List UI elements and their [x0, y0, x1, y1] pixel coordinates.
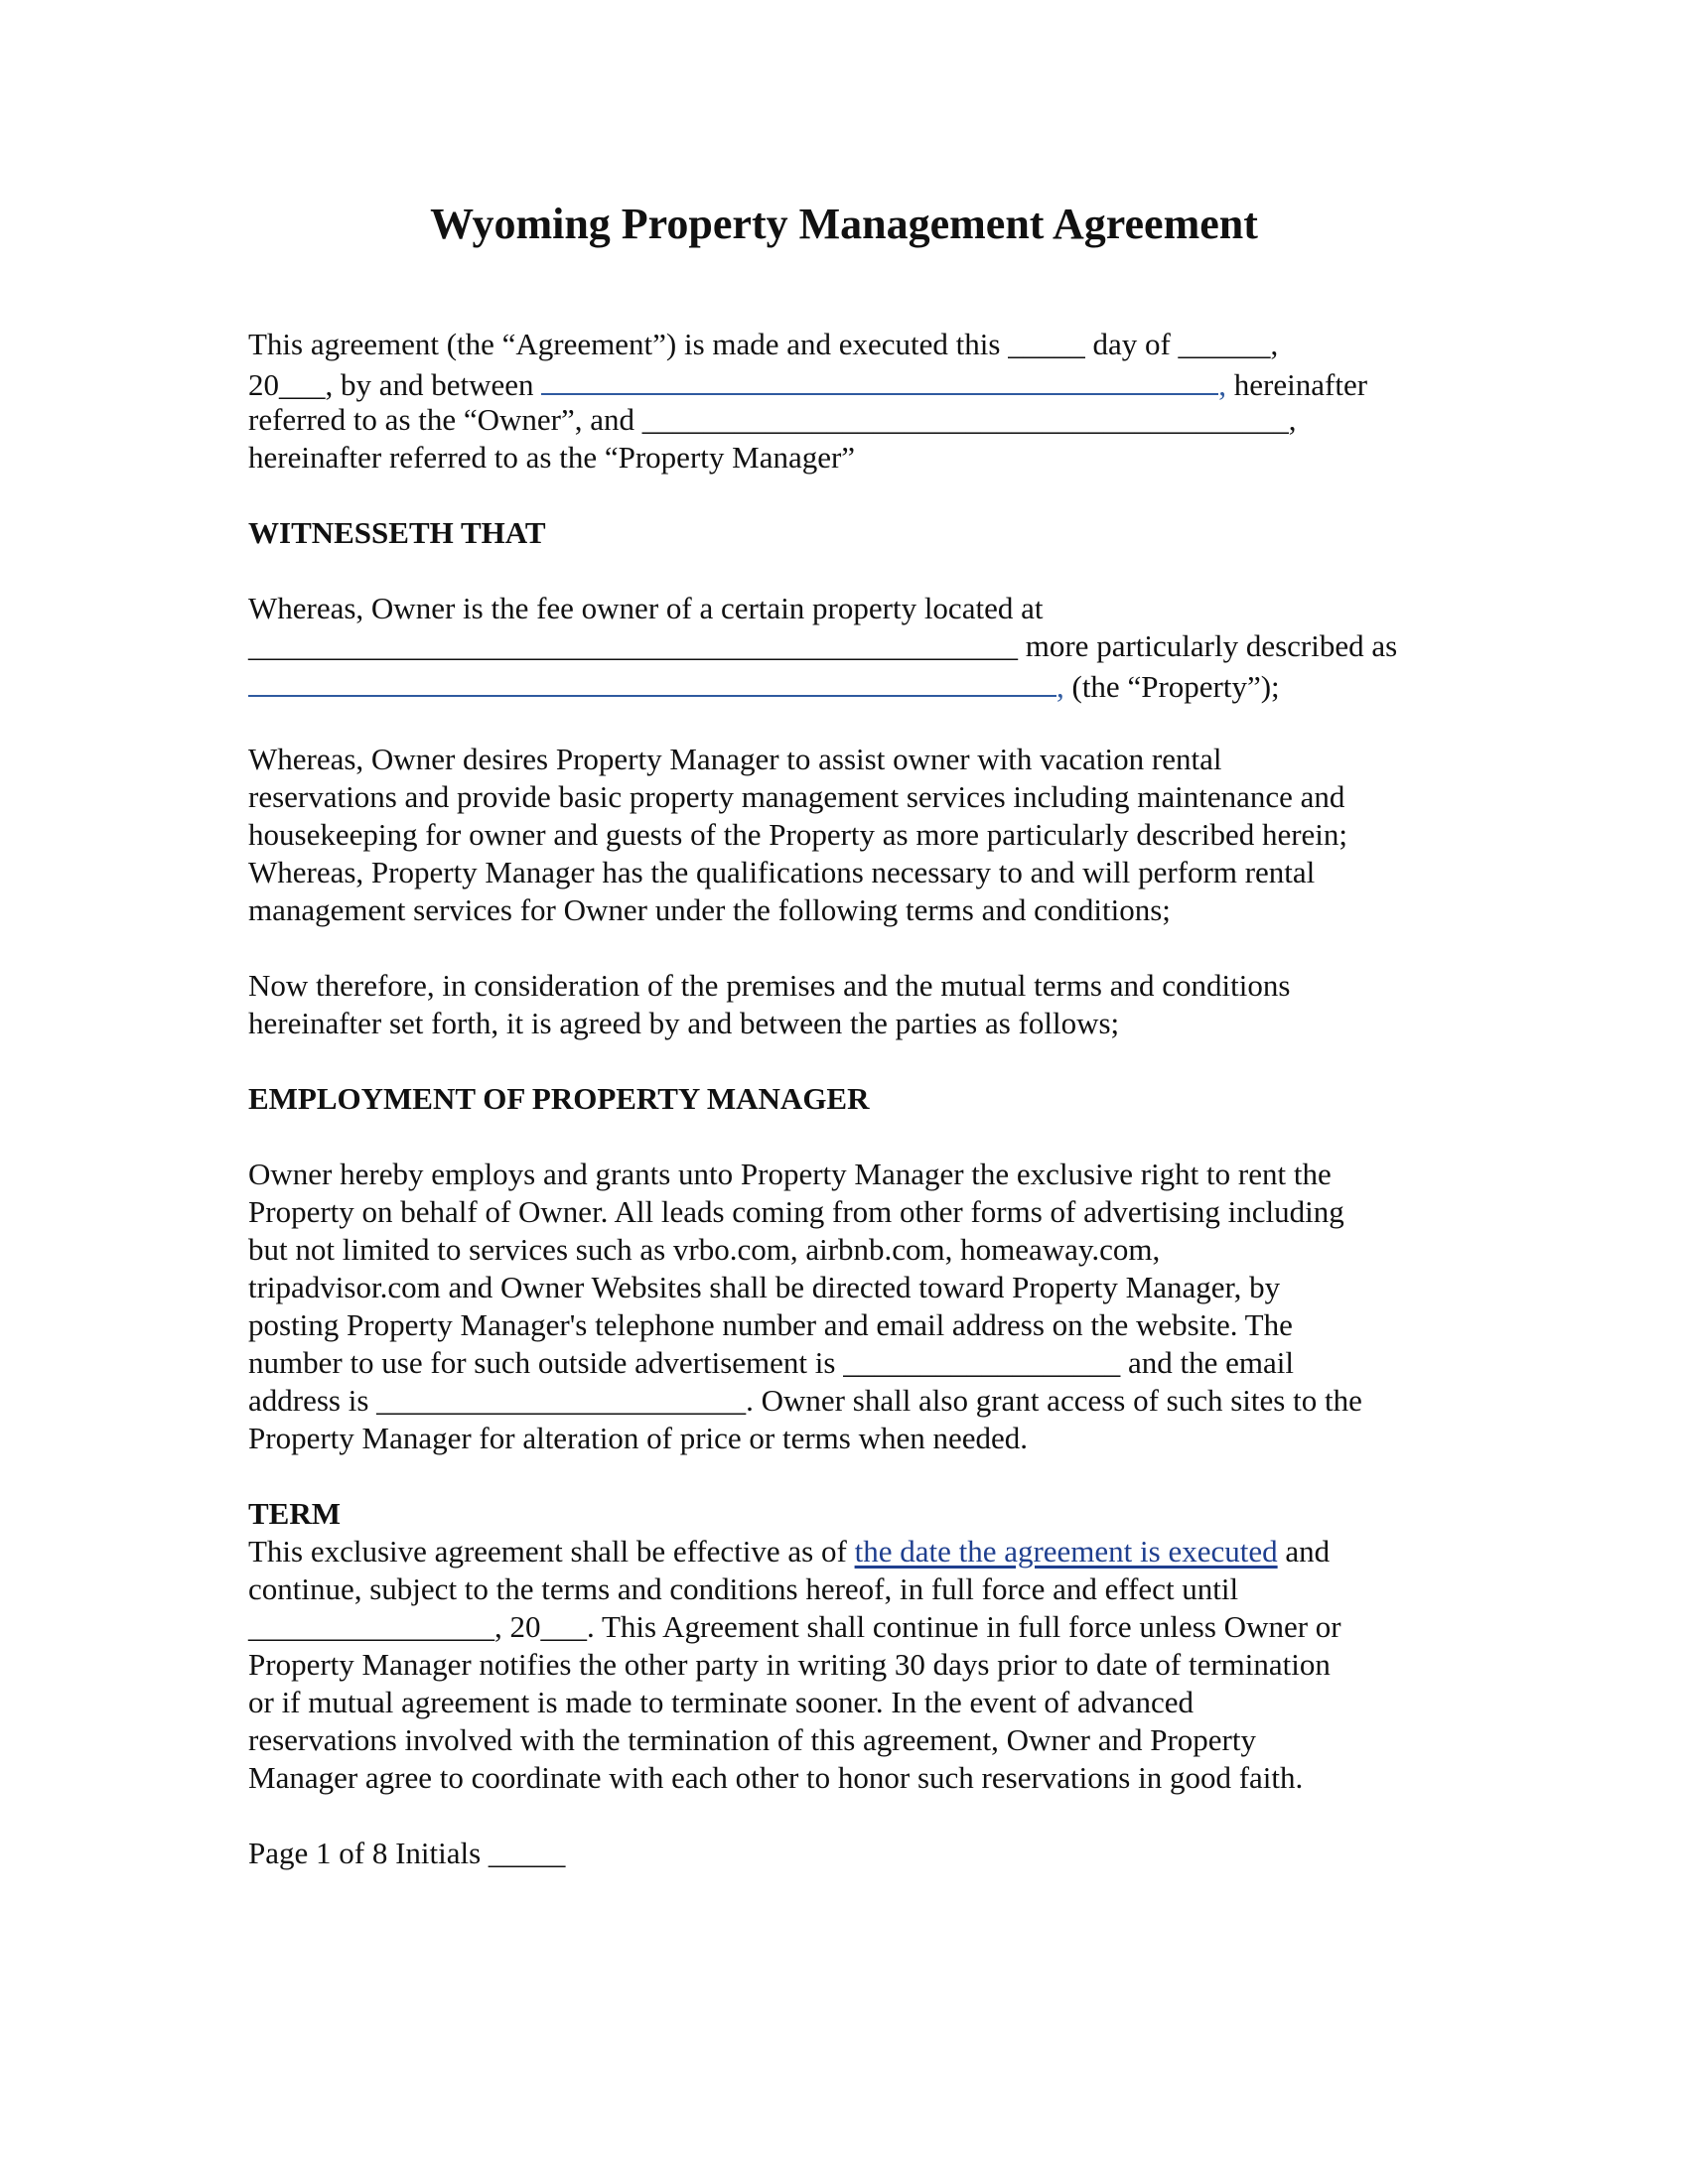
- whereas-line-2: reservations and provide basic property management services including maintenance and: [248, 779, 1345, 814]
- witnesseth-line-1: Whereas, Owner is the fee owner of a certain property located at: [248, 591, 1044, 625]
- employment-line-6: number to use for such outside advertisement is __________________ and the email: [248, 1345, 1294, 1380]
- witnesseth-line-2: __________________________________________________ more particularly described as: [248, 628, 1398, 663]
- intro-line-3: referred to as the “Owner”, and __________________________________________,: [248, 402, 1297, 437]
- whereas-line-5: management services for Owner under the following terms and conditions;: [248, 892, 1171, 927]
- property-description-field[interactable]: [248, 665, 1056, 697]
- property-description-comma: ,: [1056, 669, 1064, 704]
- document-title: Wyoming Property Management Agreement: [430, 200, 1258, 248]
- intro-line-2-tail: hereinafter: [1226, 367, 1368, 402]
- intro-line-2-text: 20___, by and between: [248, 367, 542, 402]
- witnesseth-line-3: [248, 665, 1280, 706]
- term-line-7: Manager agree to coordinate with each other to honor such reservations in good faith.: [248, 1760, 1304, 1795]
- term-heading: TERM: [248, 1496, 341, 1531]
- term-line-2: continue, subject to the terms and conditions hereof, in full force and effect until: [248, 1571, 1239, 1606]
- term-line-1-tail: and: [1277, 1534, 1331, 1569]
- execution-date-link[interactable]: the date the agreement is executed: [854, 1534, 1278, 1569]
- owner-name-field[interactable]: [541, 363, 1218, 395]
- term-line-6: reservations involved with the termination of this agreement, Owner and Property: [248, 1722, 1256, 1757]
- term-line-1-text: This exclusive agreement shall be effective as of: [248, 1534, 855, 1569]
- term-line-3: ________________, 20___. This Agreement shall continue in full force unless Owner or: [248, 1609, 1341, 1644]
- employment-line-7: address is ________________________. Owner shall also grant access of such sites to the: [248, 1383, 1362, 1418]
- term-line-5: or if mutual agreement is made to terminate sooner. In the event of advanced: [248, 1685, 1195, 1719]
- whereas-line-3: housekeeping for owner and guests of the Property as more particularly described herein;: [248, 817, 1348, 852]
- employment-line-8: Property Manager for alteration of price or terms when needed.: [248, 1421, 1029, 1455]
- term-line-4: Property Manager notifies the other party in writing 30 days prior to date of termination: [248, 1647, 1331, 1682]
- intro-line-2: [248, 363, 1400, 404]
- now-therefore-line-2: hereinafter set forth, it is agreed by and between the parties as follows;: [248, 1006, 1120, 1040]
- whereas-line-1: Whereas, Owner desires Property Manager to assist owner with vacation rental: [248, 742, 1222, 776]
- witnesseth-heading: WITNESSETH THAT: [248, 515, 546, 550]
- employment-line-1: Owner hereby employs and grants unto Property Manager the exclusive right to rent the: [248, 1157, 1332, 1191]
- term-line-1: [248, 1533, 1330, 1570]
- now-therefore-line-1: Now therefore, in consideration of the premises and the mutual terms and conditions: [248, 968, 1291, 1003]
- employment-line-5: posting Property Manager's telephone number and email address on the website. The: [248, 1307, 1293, 1342]
- whereas-line-4: Whereas, Property Manager has the qualifications necessary to and will perform rental: [248, 855, 1316, 889]
- employment-line-2: Property on behalf of Owner. All leads coming from other forms of advertising including: [248, 1194, 1344, 1229]
- employment-heading: EMPLOYMENT OF PROPERTY MANAGER: [248, 1081, 870, 1116]
- intro-line-4: hereinafter referred to as the “Property Manager”: [248, 440, 856, 475]
- page-footer: Page 1 of 8 Initials _____: [248, 1836, 566, 1870]
- witnesseth-line-3-tail: (the “Property”);: [1063, 669, 1280, 704]
- owner-name-comma: ,: [1218, 367, 1227, 402]
- employment-line-4: tripadvisor.com and Owner Websites shall be directed toward Property Manager, by: [248, 1270, 1281, 1304]
- intro-line-1: This agreement (the “Agreement”) is made and executed this _____ day of ______,: [248, 327, 1279, 361]
- employment-line-3: but not limited to services such as vrbo.com, airbnb.com, homeaway.com,: [248, 1232, 1161, 1267]
